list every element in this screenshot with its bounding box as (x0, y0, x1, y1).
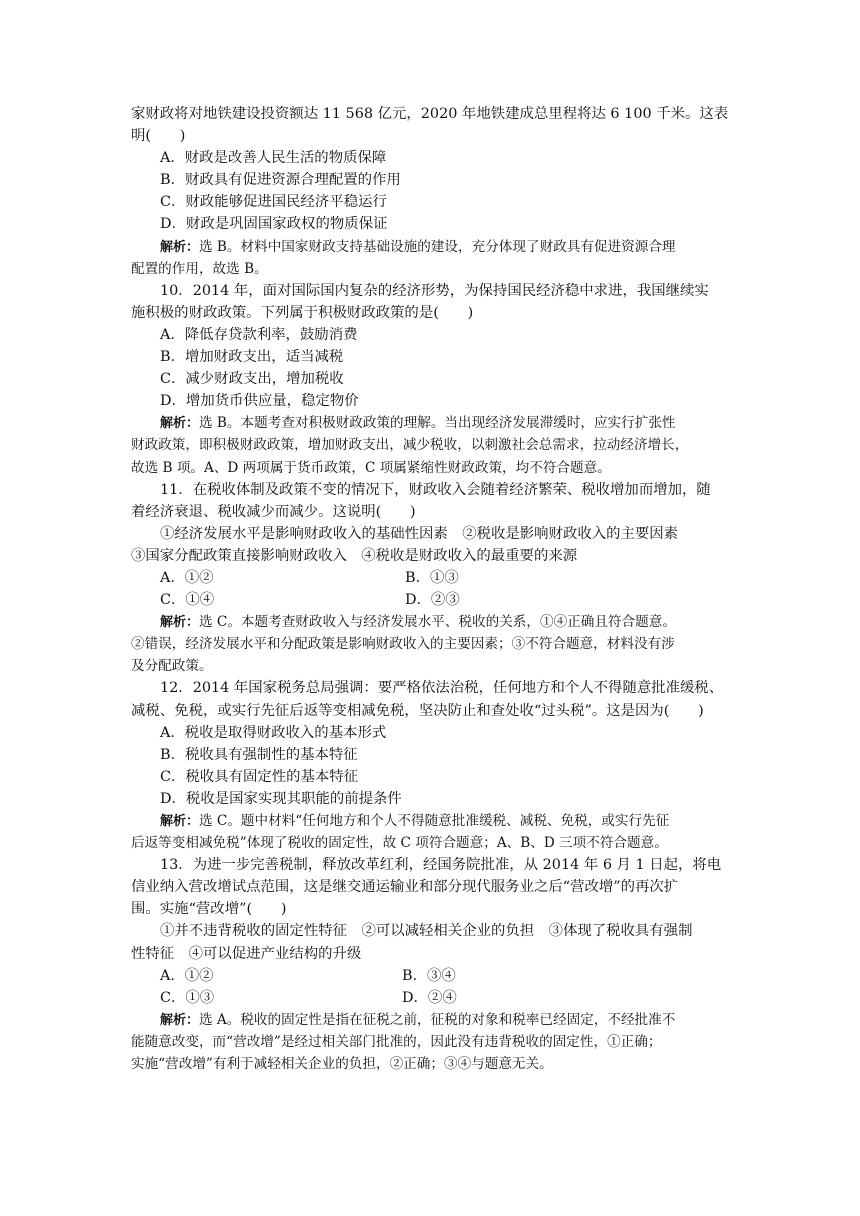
q12-stem-line-2: 减税、免税，或实行先征后返等变相减免税，坚决防止和查处收“过头税”。这是因为( ) (131, 702, 704, 719)
q10-explanation-line-3: 故选 B 项。A、D 两项属于货币政策，C 项属紧缩性财政政策，均不符合题意。 (131, 459, 611, 476)
q11-option-b: B．①③ (405, 569, 459, 586)
q11-stem-line-1: 11．在税收体制及政策不变的情况下，财政收入会随着经济繁荣、税收增加而增加，随 (160, 481, 711, 498)
q11-explanation-tag: 解析： (160, 615, 200, 631)
q9-explanation-line-1: 解析：选 B。材料中国家财政支持基础设施的建设，充分体现了财政具有促进资源合理 (160, 238, 676, 255)
q10-option-b: B．增加财政支出，适当减税 (160, 349, 344, 366)
q11-explanation-line-3: 及分配政策。 (131, 658, 213, 675)
q10-option-c: C．减少财政支出，增加税收 (160, 371, 344, 388)
q13-options-row-2 (131, 987, 736, 1009)
q11-statements-line-1: ①经济发展水平是影响财政收入的基础性因素 ②税收是影响财政收入的主要因素 (160, 525, 679, 542)
q13-explanation-tag: 解析： (160, 1012, 200, 1028)
q12-explanation-line-1: 解析：选 C。题中材料“任何地方和个人不得随意批准缓税、减税、免税，或实行先征 (160, 813, 670, 829)
q9-stem-line-2: 明( ) (131, 128, 186, 145)
q9-explanation-tag: 解析： (160, 239, 200, 255)
q13-statements-line-2: 性特征 ④可以促进产业结构的升级 (131, 945, 362, 962)
q10-stem-line-2: 施积极的财政政策。下列属于积极财政政策的是( ) (131, 304, 474, 321)
q13-option-a: A．①② (160, 967, 214, 984)
q9-explanation-line-2: 配置的作用，故选 B。 (131, 260, 268, 277)
q13-stem-line-3: 围。实施“营改增”( ) (131, 901, 287, 918)
q10-explanation-tag: 解析： (160, 416, 200, 432)
q10-option-a: A．降低存贷款利率，鼓励消费 (160, 326, 358, 343)
q11-stem-line-2: 着经济衰退、税收减少而减少。这说明( ) (131, 503, 416, 520)
q12-option-d: D．税收是国家实现其职能的前提条件 (160, 790, 402, 807)
document-page (131, 103, 736, 1075)
q11-options-row-1 (131, 567, 736, 589)
q9-option-a: A．财政是改善人民生活的物质保障 (160, 150, 387, 167)
q10-explanation-line-1: 解析：选 B。本题考查对积极财政政策的理解。当出现经济发展滞缓时，应实行扩张性 (160, 415, 676, 432)
q12-option-c: C．税收具有固定性的基本特征 (160, 768, 359, 785)
q13-explanation-line-1: 解析：选 A。税收的固定性是指在征税之前，征税的对象和税率已经固定，不经批准不 (160, 1011, 676, 1028)
q11-option-d: D．②③ (405, 592, 460, 609)
q13-stem-line-2: 信业纳入营改增试点范围，这是继交通运输业和部分现代服务业之后“营改增”的再次扩 (131, 879, 679, 896)
q13-option-c: C．①③ (160, 989, 215, 1006)
q10-explanation-line-2: 财政政策，即积极财政政策，增加财政支出，减少税收，以刺激社会总需求，拉动经济增长， (131, 437, 689, 454)
q11-options-row-2 (131, 589, 736, 611)
q12-option-b: B．税收具有强制性的基本特征 (160, 746, 358, 763)
q11-explanation-line-1: 解析：选 C。本题考查财政收入与经济发展水平、税收的关系，①④正确且符合题意。 (160, 614, 676, 631)
q11-statements-line-2: ③国家分配政策直接影响财政收入 ④税收是财政收入的最重要的来源 (131, 547, 578, 564)
q12-explanation-tag: 解析： (160, 814, 200, 829)
q12-explanation-line-2: 后返等变相减免税”体现了税收的固定性，故 C 项符合题意；A、B、D 三项不符合题意。 (131, 835, 668, 852)
q13-option-d: D．②④ (402, 989, 457, 1006)
q13-statements-line-1: ①并不违背税收的固定性特征 ②可以减轻相关企业的负担 ③体现了税收具有强制 (160, 923, 693, 940)
q9-stem-line-1: 家财政将对地铁建设投资额达 11 568 亿元，2020 年地铁建成总里程将达 6 100 千米。这表 (131, 106, 729, 122)
q10-stem-line-1: 10．2014 年，面对国际国内复杂的经济形势，为保持国民经济稳中求进，我国继续实 (160, 282, 709, 299)
q11-explanation-line-2: ②错误，经济发展水平和分配政策是影响财政收入的主要因素；③不符合题意，材料没有涉 (131, 636, 675, 653)
q11-option-c: C．①④ (160, 592, 215, 609)
q13-explanation-line-2: 能随意改变，而“营改增”是经过相关部门批准的，因此没有违背税收的固定性，①正确； (131, 1033, 662, 1050)
q13-explanation-line-3: 实施“营改增”有利于减轻相关企业的负担，②正确；③④与题意无关。 (131, 1056, 553, 1073)
q9-option-c: C．财政能够促进国民经济平稳运行 (160, 194, 387, 211)
q12-option-a: A．税收是取得财政收入的基本形式 (160, 724, 387, 741)
q9-option-d: D．财政是巩固国家政权的物质保证 (160, 216, 388, 233)
q10-option-d: D．增加货币供应量，稳定物价 (160, 393, 359, 410)
q12-stem-line-1: 12．2014 年国家税务总局强调：要严格依法治税，任何地方和个人不得随意批准缓税、 (160, 680, 724, 697)
q13-options-row-1 (131, 965, 736, 987)
q9-option-b: B．财政具有促进资源合理配置的作用 (160, 172, 401, 189)
q11-option-a: A．①② (160, 569, 214, 586)
q13-option-b: B．③④ (402, 967, 456, 984)
q13-stem-line-1: 13．为进一步完善税制，释放改革红利，经国务院批准，从 2014 年 6 月 1 日起，将电 (160, 857, 722, 874)
